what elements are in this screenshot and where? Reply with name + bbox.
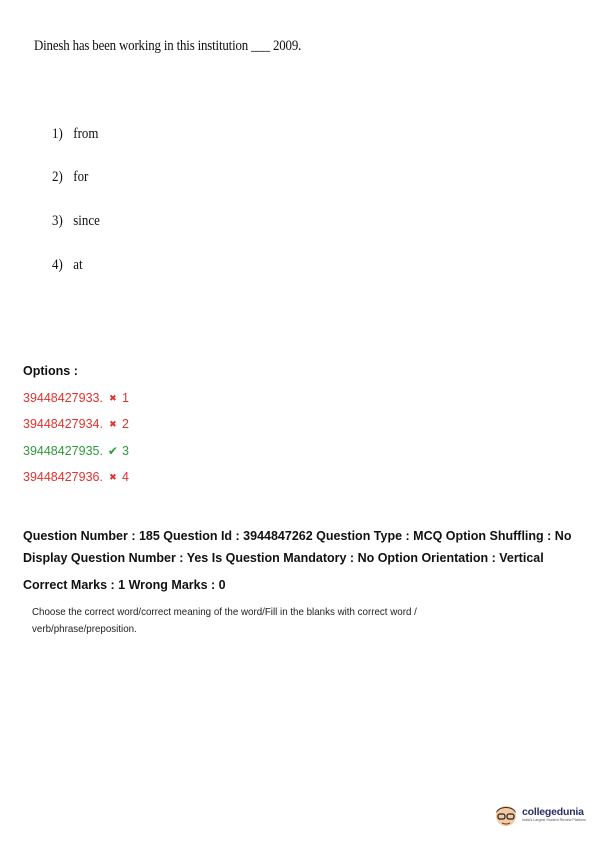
choice-number: 1): [52, 126, 63, 142]
option-label: 4: [121, 470, 129, 484]
marks-line: Correct Marks : 1 Wrong Marks : 0: [23, 578, 226, 592]
question-text: Dinesh has been working in this institution ___ 2009.: [34, 38, 302, 54]
choice-2: [52, 169, 88, 186]
instruction-text: Choose the correct word/correct meaning of the word/Fill in the blanks with correct word / verb/phrase/preposition.: [32, 606, 417, 635]
collegedunia-logo: [493, 801, 586, 827]
choice-text: from: [73, 126, 99, 142]
choice-3: [52, 213, 100, 230]
option-row: [23, 391, 129, 405]
options-heading: Options :: [23, 364, 78, 378]
cross-icon: ✖: [109, 392, 117, 403]
option-row: [23, 444, 129, 458]
cross-icon: ✖: [109, 471, 117, 482]
choice-number: 3): [52, 213, 63, 229]
option-label: 2: [121, 417, 129, 431]
question-meta-line-1: Question Number : 185 Question Id : 3944847262 Question Type : MCQ Option Shuffling : No: [23, 529, 572, 543]
option-label: 3: [121, 444, 129, 458]
choice-text: at: [73, 257, 83, 273]
brand-tagline: India's Largest Student Review Platform: [522, 818, 586, 822]
choice-number: 4): [52, 257, 63, 273]
option-id: 39448427935.: [23, 444, 103, 458]
check-icon: ✔: [107, 444, 118, 458]
cross-icon: ✖: [109, 418, 117, 429]
option-id: 39448427934.: [23, 417, 103, 431]
question-meta-line-2: Display Question Number : Yes Is Question Mandatory : No Option Orientation : Vertical: [23, 551, 544, 565]
choice-number: 2): [52, 169, 63, 185]
choice-text: since: [73, 213, 100, 229]
option-row: [23, 470, 129, 484]
option-label: 1: [121, 391, 129, 405]
choice-text: for: [73, 169, 89, 185]
option-id: 39448427933.: [23, 391, 103, 405]
option-row: [23, 417, 129, 431]
choice-4: [52, 257, 83, 274]
option-id: 39448427936.: [23, 470, 103, 484]
mascot-icon: [493, 801, 519, 827]
brand-name: collegedunia: [522, 806, 584, 818]
choice-1: [52, 126, 98, 143]
